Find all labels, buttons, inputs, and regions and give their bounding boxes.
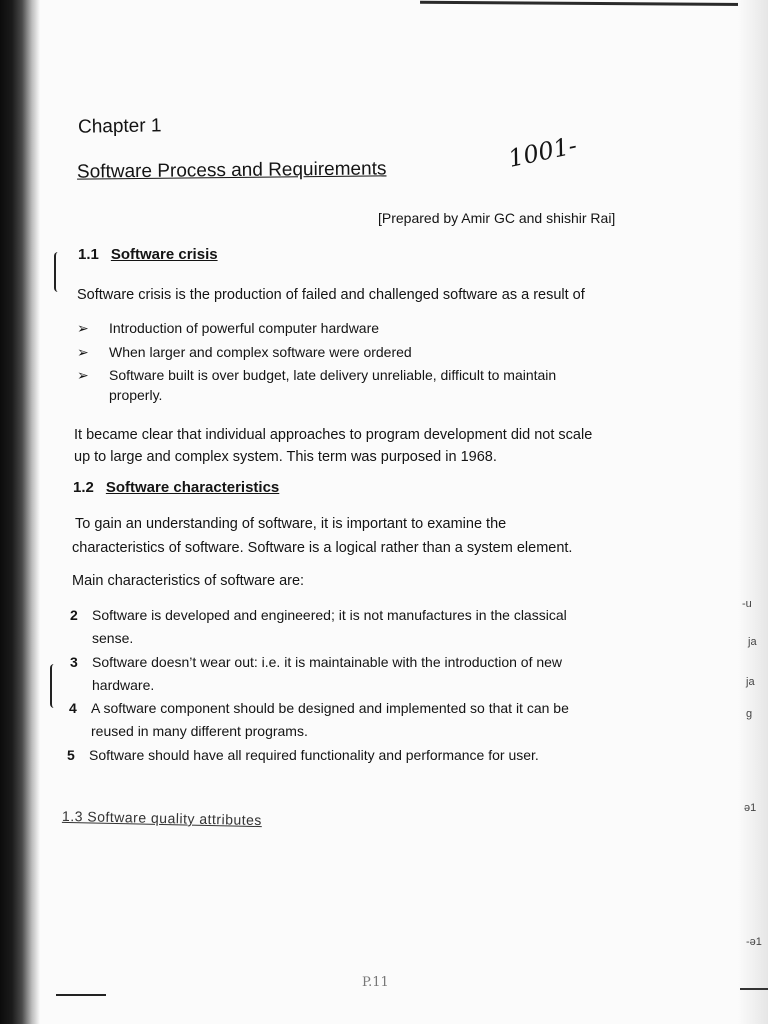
- numbered-item: [67, 744, 539, 767]
- numbered-item: [70, 651, 563, 697]
- item-text: Software is developed and engineered; it is not manufactures in the classical: [92, 607, 567, 623]
- page-number: P.11: [362, 975, 389, 990]
- bullet-arrow-icon: ➢: [77, 320, 89, 336]
- paragraph-line: up to large and complex system. This term was purposed in 1968.: [74, 449, 497, 465]
- bullet-arrow-icon: ➢: [77, 344, 89, 360]
- margin-bracket: [50, 664, 58, 708]
- section-heading: [73, 479, 279, 496]
- margin-bracket: [54, 252, 62, 292]
- item-text: reused in many different programs.: [91, 723, 308, 739]
- section-number: 1.2: [73, 479, 94, 496]
- handwritten-note: 1001-: [505, 131, 580, 173]
- document-title: Software Process and Requirements: [76, 158, 387, 183]
- scan-mark: [740, 988, 768, 990]
- bullet-arrow-icon: ➢: [77, 367, 89, 383]
- scan-mark: [56, 994, 106, 996]
- section-intro: Software crisis is the production of failed and challenged software as a result of: [77, 287, 585, 303]
- edge-scribble: ja: [746, 676, 755, 688]
- bullet-text: Introduction of powerful computer hardware: [109, 320, 380, 336]
- bullet-item: [77, 344, 412, 360]
- page-left-shadow: [0, 0, 40, 1024]
- paragraph-line: It became clear that individual approaches to program development did not scale: [74, 427, 593, 443]
- paragraph-line: To gain an understanding of software, it is important to examine the: [75, 516, 507, 532]
- bullet-text: When larger and complex software were ordered: [109, 344, 412, 360]
- section-heading: [78, 246, 218, 263]
- list-intro: Main characteristics of software are:: [72, 573, 305, 589]
- page-top-edge: [420, 1, 768, 16]
- item-number: 5: [67, 747, 75, 763]
- section-title: Software crisis: [110, 246, 218, 263]
- item-number: 3: [70, 654, 78, 670]
- edge-scribble: ja: [748, 636, 757, 648]
- numbered-item: [69, 697, 569, 743]
- section-title: Software characteristics: [105, 479, 280, 496]
- bullet-item: [77, 367, 557, 383]
- paragraph-line: characteristics of software. Software is a logical rather than a system element.: [72, 540, 573, 556]
- edge-scribble: -ə1: [746, 936, 762, 948]
- item-text: Software should have all required functionality and performance for user.: [89, 747, 539, 763]
- item-text: A software component should be designed and implemented so that it can be: [91, 700, 569, 716]
- item-text: hardware.: [92, 677, 155, 693]
- section-number: 1.1: [78, 246, 99, 263]
- edge-scribble: ə1: [744, 802, 757, 814]
- bullet-item: [77, 320, 380, 336]
- bullet-continuation: properly.: [109, 387, 163, 403]
- page-right-shadow: [738, 0, 768, 1024]
- prepared-by: [Prepared by Amir GC and shishir Rai]: [378, 210, 616, 226]
- edge-scribble: -u: [742, 598, 752, 610]
- numbered-item: [70, 604, 567, 650]
- item-text: sense.: [92, 630, 134, 646]
- edge-scribble: g: [746, 708, 753, 720]
- item-text: Software doesn’t wear out: i.e. it is maintainable with the introduction of new: [92, 654, 563, 670]
- item-number: 2: [70, 607, 78, 623]
- section-heading: 1.3 Software quality attributes: [61, 807, 263, 829]
- item-number: 4: [69, 700, 77, 716]
- bullet-text: Software built is over budget, late delivery unreliable, difficult to maintain: [109, 367, 557, 383]
- chapter-label: Chapter 1: [77, 115, 162, 138]
